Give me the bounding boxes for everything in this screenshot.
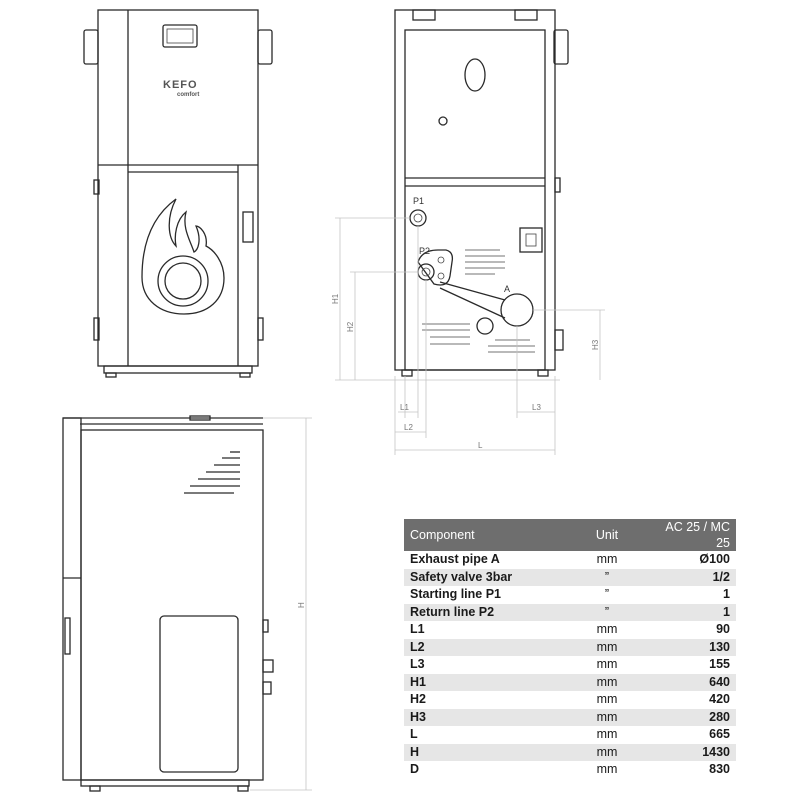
- p2-label: P2: [419, 246, 431, 256]
- logo-sub: comfort: [177, 92, 200, 98]
- row-value: 830: [709, 762, 730, 776]
- row-value: Ø100: [699, 552, 730, 566]
- row-value: 1430: [648, 744, 736, 762]
- row-component: Safety valve 3bar: [404, 569, 566, 587]
- p1-connection: [410, 210, 426, 226]
- row-component: L3: [410, 657, 425, 671]
- row-component: L2: [404, 639, 566, 657]
- p1-label: P1: [413, 196, 425, 206]
- row-component: Starting line P1: [410, 587, 501, 601]
- h2-label: H2: [346, 321, 355, 332]
- rear-dimensions: [331, 218, 605, 455]
- row-component: L: [410, 727, 418, 741]
- table-row: [404, 639, 736, 657]
- l1-label: L1: [400, 403, 409, 412]
- a-label: A: [504, 284, 511, 294]
- side-view: [63, 416, 273, 791]
- table-row: [404, 586, 736, 604]
- row-value: 130: [648, 639, 736, 657]
- row-unit: mm: [596, 622, 618, 636]
- h-label: H: [297, 602, 306, 608]
- row-unit: ”: [566, 604, 648, 622]
- row-component: H2: [410, 692, 426, 706]
- front-view: [84, 10, 272, 377]
- l3-label: L3: [532, 403, 541, 412]
- l-label: L: [478, 441, 483, 450]
- logo-main: KEFO: [163, 79, 198, 91]
- row-component: H: [404, 744, 566, 762]
- row-unit: ”: [604, 587, 610, 601]
- table-row: [404, 604, 736, 622]
- row-unit: mm: [566, 709, 648, 727]
- row-value: 90: [716, 622, 730, 636]
- row-value: 665: [709, 727, 730, 741]
- row-component: H3: [404, 709, 566, 727]
- table-row: [404, 674, 736, 692]
- row-unit: mm: [596, 692, 618, 706]
- row-unit: mm: [596, 727, 618, 741]
- row-unit: mm: [566, 639, 648, 657]
- table-row: [404, 761, 736, 779]
- row-unit: mm: [566, 744, 648, 762]
- row-unit: mm: [566, 674, 648, 692]
- row-value: 640: [648, 674, 736, 692]
- row-value: 420: [709, 692, 730, 706]
- l2-label: L2: [404, 423, 413, 432]
- row-value: 155: [709, 657, 730, 671]
- header-unit: Unit: [566, 519, 648, 551]
- row-unit: mm: [596, 657, 618, 671]
- table-row: [404, 691, 736, 709]
- row-component: H1: [404, 674, 566, 692]
- row-value: 1: [648, 604, 736, 622]
- table-row: [404, 709, 736, 727]
- row-component: Return line P2: [404, 604, 566, 622]
- row-value: 1/2: [648, 569, 736, 587]
- row-unit: mm: [596, 762, 618, 776]
- h3-label: H3: [591, 339, 600, 350]
- row-value: 1: [723, 587, 730, 601]
- exhaust-pipe-a: [501, 294, 533, 326]
- row-unit: ”: [566, 569, 648, 587]
- table-row: [404, 726, 736, 744]
- table-header-row: [404, 519, 736, 551]
- row-value: 280: [648, 709, 736, 727]
- header-component: Component: [404, 519, 566, 551]
- row-unit: mm: [596, 552, 618, 566]
- header-model: AC 25 / MC 25: [648, 519, 736, 551]
- table-row: [404, 656, 736, 674]
- spec-table: [404, 519, 736, 779]
- table-row: [404, 551, 736, 569]
- side-dimensions: [250, 418, 312, 790]
- row-component: D: [410, 762, 420, 776]
- h1-label: H1: [331, 293, 340, 304]
- table-row: [404, 569, 736, 587]
- row-component: L1: [410, 622, 425, 636]
- row-component: Exhaust pipe A: [410, 552, 500, 566]
- table-row: [404, 744, 736, 762]
- table-row: [404, 621, 736, 639]
- rear-view: [395, 10, 568, 376]
